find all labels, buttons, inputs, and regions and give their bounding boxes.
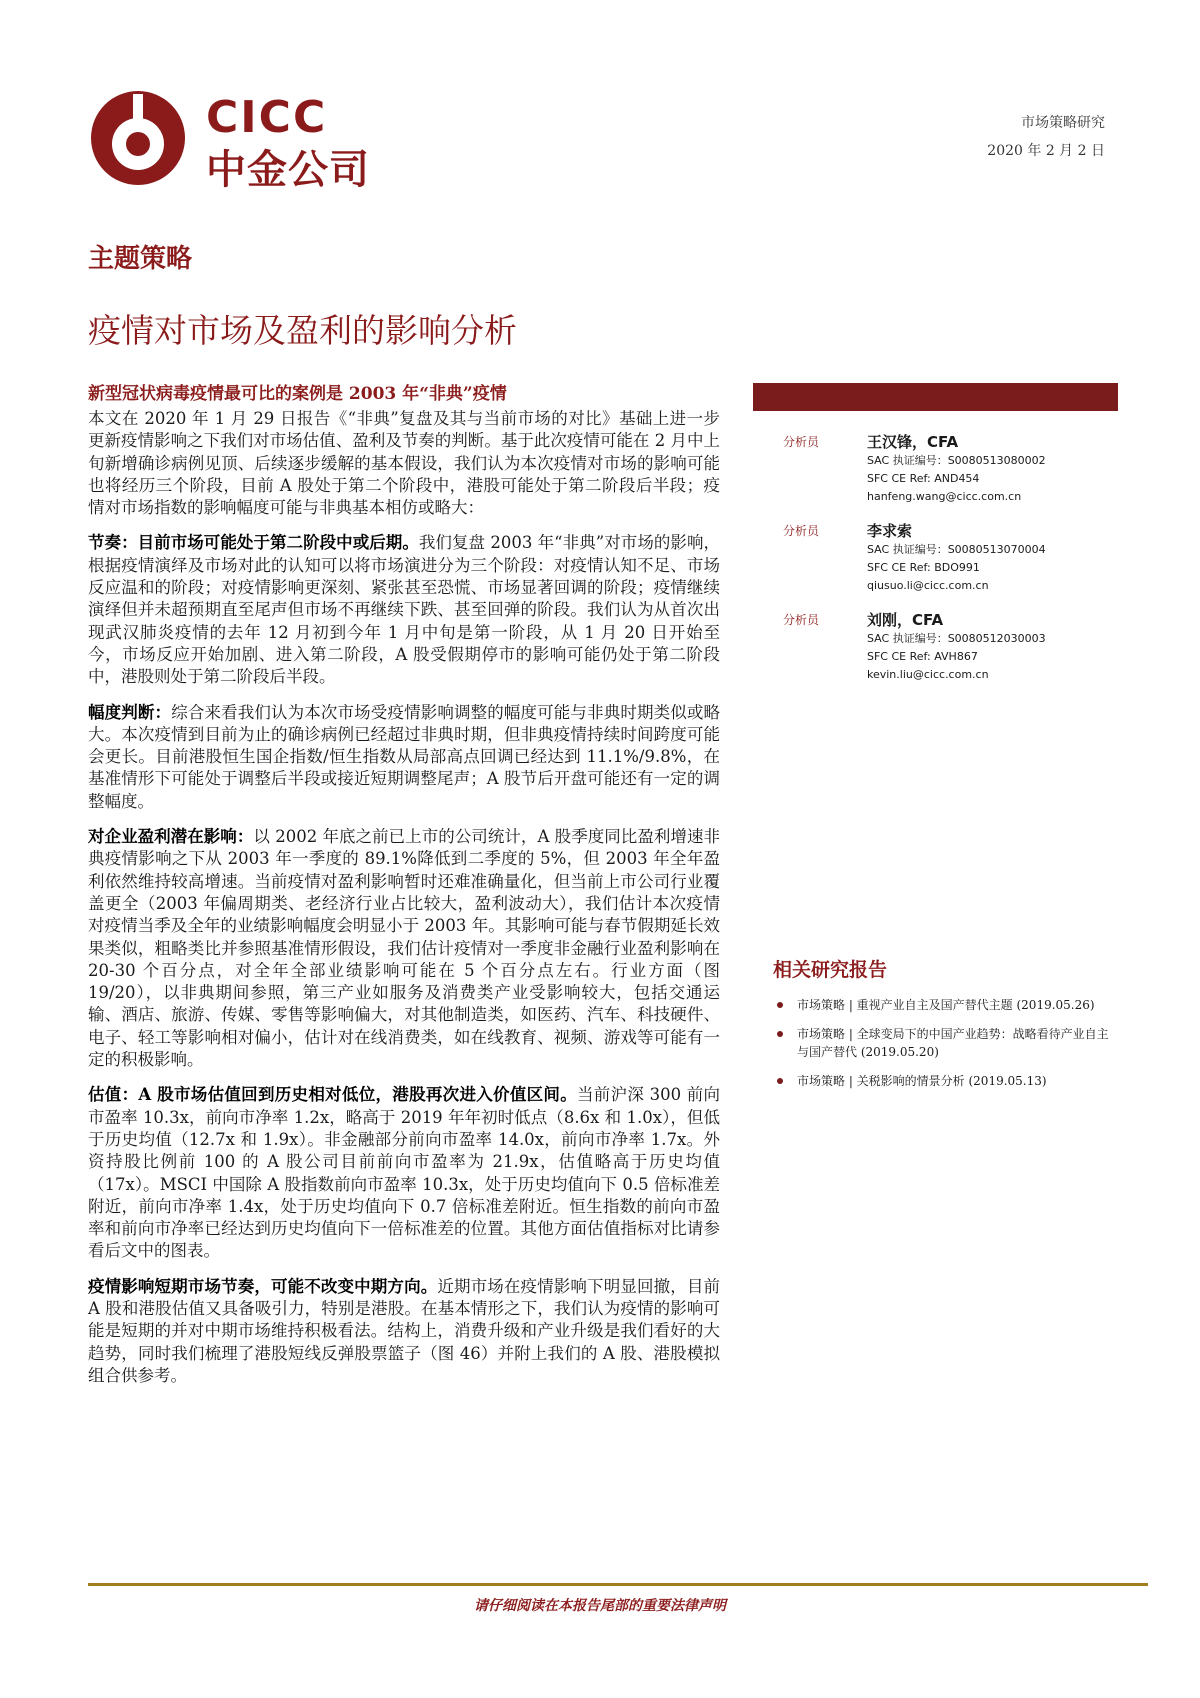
analyst-email[interactable]: hanfeng.wang@cicc.com.cn [867,490,1022,503]
analyst-role: 分析员 [783,613,820,627]
sidebar-header-bar [753,383,1118,411]
bullet-icon [777,1078,783,1084]
analyst-sac: SAC 执证编号：S0080512030003 [867,632,1046,645]
analyst-name: 刘刚，CFA [867,611,944,629]
analyst-card [753,411,1118,503]
analyst-sfc: SFC CE Ref: AVH867 [867,650,978,663]
paragraph-lead: 节奏：目前市场可能处于第二阶段中或后期。 [88,533,419,553]
analyst-sac: SAC 执证编号：S0080513080002 [867,454,1046,467]
paragraph-intro: 本文在 2020 年 1 月 29 日报告《“非典”复盘及其与当前市场的对比》基础上进一步更新疫情影响之下我们对市场估值、盈利及节奏的判断。基于此次疫情可能在 2 月中上旬新增确诊病例见顶、后续逐步缓解的基本假设，我们认为本次疫情对市场的影响可能也将经历三个阶段，目前 A 股处于第二个阶段中，港股可能处于第二阶段后半段；疫情对市场指数的影响幅度可能与非典基本相仿或略大： [88,409,720,518]
paragraph-lead: 对企业盈利潜在影响： [88,827,254,847]
paragraph-earnings: 对企业盈利潜在影响：以 2002 年底之前已上市的公司统计，A 股季度同比盈利增速非典疫情影响之下从 2003 年一季度的 89.1%降低到二季度的 5%，但 2003 年全年盈利依然维持较高增速。当前疫情对盈利影响暂时还难准确量化，但当前上市公司行业覆盖更全（2003 年偏周期类、老经济行业占比较大，盈利波动大），我们估计本次疫情对疫情当季及全年的业绩影响幅度会明显小于 2003 年。其影响可能与春节假期延长效果类似，粗略类比并参照基准情形假设，我们估计疫情对一季度非金融行业盈利影响在 20-30 个百分点，对全年全部业绩影响可能在 5 个百分点左右。行业方面（图 19/20），以非典期间参照，第三产业如服务及消费类产业受影响较大，包括交通运输、酒店、旅游、传媒、零售等影响偏大，对其他制造类，如医药、汽车、科技硬件、电子、轻工等影响相对偏小，估计对在线消费类，如在线教育、视频、游戏等可能有一定的积极影响。 [88,827,720,1070]
paragraph-lead: 幅度判断： [88,702,172,722]
analyst-sidebar [753,383,1118,681]
cicc-logo [88,88,428,193]
bullet-icon [777,1002,783,1008]
analyst-card [753,500,1118,592]
analyst-role: 分析员 [783,524,820,538]
paragraph-rhythm: 节奏：目前市场可能处于第二阶段中或后期。我们复盘 2003 年“非典”对市场的影响，根据疫情演绎及市场对此的认知可以将市场演进分为三个阶段：对疫情认知不足、市场反应温和的阶段；对疫情影响更深刻、紧张甚至恐慌、市场显著回调的阶段；疫情继续演绎但并未超预期直至尾声但市场不再继续下跌、甚至回弹的阶段。我们认为从首次出现武汉肺炎疫情的去年 12 月初到今年 1 月中旬是第一阶段，从 1 月 20 日开始至今，市场反应开始加剧、进入第二阶段，A 股受假期停市的影响可能仍处于第二阶段中，港股则处于第二阶段后半段。 [88,533,720,687]
logo-cn-text: 中金公司 [206,147,370,193]
bullet-icon [777,1031,783,1037]
paragraph-valuation: 估值：A 股市场估值回到历史相对低位，港股再次进入价值区间。当前沪深 300 前向市盈率 10.3x，前向市净率 1.2x，略高于 2019 年年初时低点（8.6x 和 1.0x），但低于历史均值（12.7x 和 1.9x）。非金融部分前向市盈率 14.0x，前向市净率 1.7x。外资持股比例前 100 的 A 股公司目前前向市盈率为 21.9x，估值略高于历史均值（17x）。MSCI 中国除 A 股指数前向市盈率 10.3x，处于历史均值向下 0.5 倍标准差附近，前向市净率 1.4x，处于历史均值向下 0.7 倍标准差附近。恒生指数的前向市盈率和前向市净率已经达到历史均值向下一倍标准差的位置。其他方面估值指标对比请参看后文中的图表。 [88,1085,721,1261]
analyst-name: 李求索 [867,522,913,540]
paragraph-magnitude: 幅度判断：综合来看我们认为本次市场受疫情影响调整的幅度可能与非典时期类似或略大。本次疫情到目前为止的确诊病例已经超过非典时期，但非典疫情持续时间跨度可能会更长。目前港股恒生国企指数/恒生指数从局部高点回调已经达到 11.1%/9.8%，在基准情形下可能处于调整后半段或接近短期调整尾声；A 股节后开盘可能还有一定的调整幅度。 [88,702,721,811]
analyst-email[interactable]: qiusuo.li@cicc.com.cn [867,579,989,592]
headline: 新型冠状病毒疫情最可比的案例是 2003 年“非典”疫情 [88,384,507,404]
main-body [88,383,720,1400]
cicc-logo-mark-icon [88,88,192,188]
related-reports [773,955,1118,1101]
logo-latin-text: CICC [206,92,328,143]
analyst-sfc: SFC CE Ref: AND454 [867,472,980,485]
analyst-sfc: SFC CE Ref: BDO991 [867,561,980,574]
legal-notice: 请仔细阅读在本报告尾部的重要法律声明 [474,1598,726,1614]
related-reports-title: 相关研究报告 [773,959,888,981]
related-report-item[interactable]: 市场策略 | 重视产业自主及国产替代主题 (2019.05.26) [773,996,1118,1014]
analyst-name: 王汉锋，CFA [867,433,959,451]
analyst-email[interactable]: kevin.liu@cicc.com.cn [867,668,989,681]
paragraph-outlook: 疫情影响短期市场节奏，可能不改变中期方向。近期市场在疫情影响下明显回撤，目前 A 股和港股估值又具备吸引力，特别是港股。在基本情形之下，我们认为疫情的影响可能是短期的并对中期市场维持积极看法。结构上，消费升级和产业升级是我们看好的大趋势，同时我们梳理了港股短线反弹股票篮子（图 46）并附上我们的 A 股、港股模拟组合供参考。 [88,1276,721,1385]
analyst-role: 分析员 [783,435,820,449]
report-category: 主题策略 [88,244,193,274]
related-report-item[interactable]: 市场策略 | 全球变局下的中国产业趋势：战略看待产业自主与国产替代 (2019.05.20) [773,1025,1118,1061]
analyst-sac: SAC 执证编号：S0080513070004 [867,543,1046,556]
report-title: 疫情对市场及盈利的影响分析 [88,311,517,350]
paragraph-lead: 估值：A 股市场估值回到历史相对低位，港股再次进入价值区间。 [88,1085,577,1105]
footer-rule [88,1583,1148,1586]
paragraph-lead: 疫情影响短期市场节奏，可能不改变中期方向。 [88,1276,438,1296]
report-date: 2020 年 2 月 2 日 [987,143,1105,159]
related-report-item[interactable]: 市场策略 | 关税影响的情景分析 (2019.05.13) [773,1072,1118,1090]
report-type: 市场策略研究 [1021,115,1105,131]
analyst-card [753,589,1118,681]
